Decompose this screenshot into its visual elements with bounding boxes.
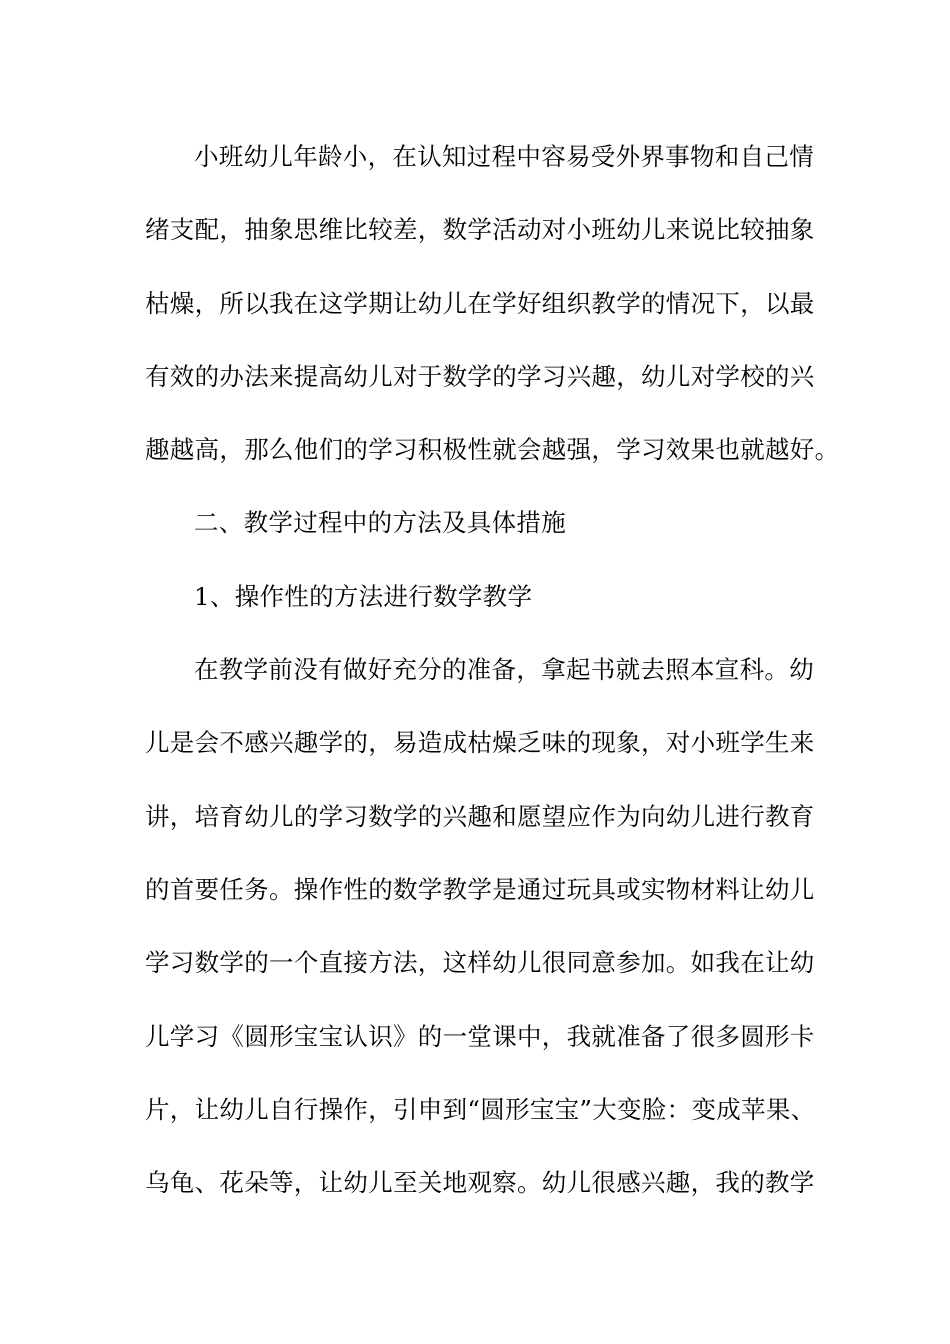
text-line-13: 儿学习《圆形宝宝认识》的一堂课中，我就准备了很多圆形卡 (145, 1021, 815, 1051)
section-heading: 二、教学过程中的方法及具体措施 (194, 508, 566, 538)
text-line-14: 片，让幼儿自行操作，引申到“圆形宝宝”大变脸：变成苹果、 (145, 1094, 816, 1124)
text-line-12: 学习数学的一个直接方法，这样幼儿很同意参加。如我在让幼 (145, 948, 815, 978)
text-line-4: 有效的办法来提高幼儿对于数学的学习兴趣，幼儿对学校的兴 (145, 361, 815, 391)
text-line-3: 枯燥，所以我在这学期让幼儿在学好组织教学的情况下，以最 (145, 288, 815, 318)
document-page (145, 120, 840, 1219)
text-line-9: 儿是会不感兴趣学的，易造成枯燥乏味的现象，对小班学生来 (145, 728, 815, 758)
text-line-15: 乌龟、花朵等，让幼儿至关地观察。幼儿很感兴趣，我的教学 (145, 1168, 815, 1198)
text-line-2: 绪支配，抽象思维比较差，数学活动对小班幼儿来说比较抽象 (145, 215, 815, 245)
text-line-8: 在教学前没有做好充分的准备，拿起书就去照本宣科。幼 (194, 655, 814, 685)
text-line-5: 趣越高，那么他们的学习积极性就会越强，学习效果也就越好。 (145, 435, 840, 465)
text-line-10: 讲，培育幼儿的学习数学的兴趣和愿望应作为向幼儿进行教育 (145, 801, 815, 831)
text-line-1: 小班幼儿年龄小，在认知过程中容易受外界事物和自己情 (194, 142, 814, 171)
subsection-heading: 1、操作性的方法进行数学教学 (194, 581, 533, 611)
text-line-11: 的首要任务。操作性的数学教学是通过玩具或实物材料让幼儿 (145, 874, 815, 904)
